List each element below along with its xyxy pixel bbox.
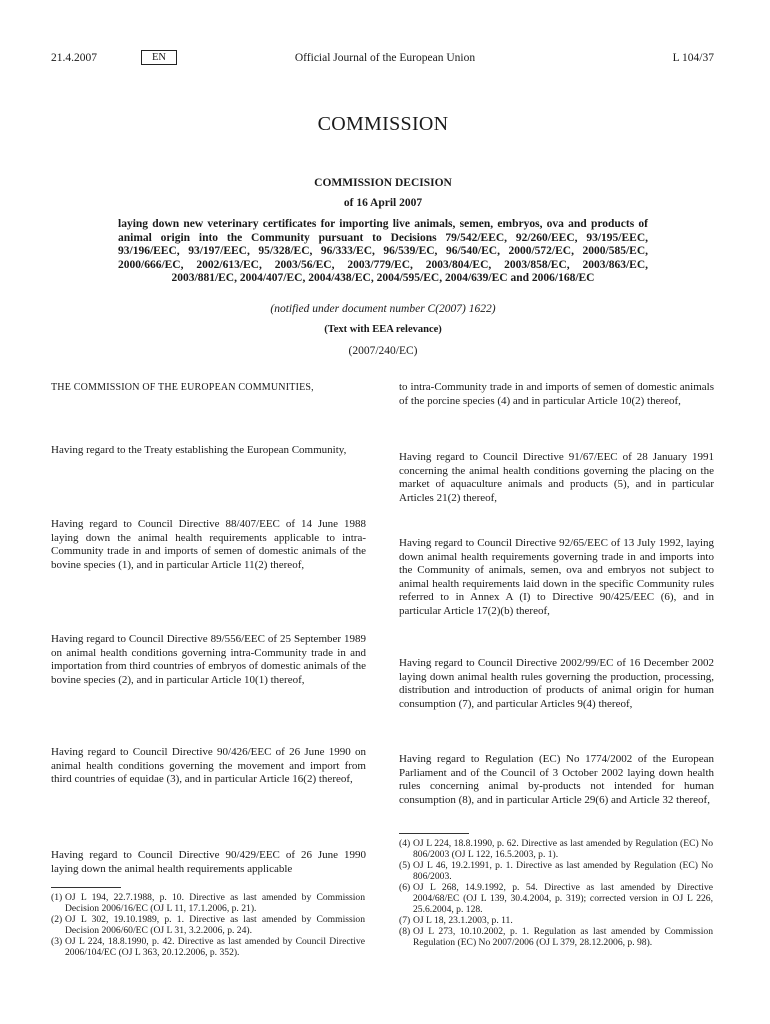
footnote-number: (5) [399, 860, 411, 871]
recital-directive-91-67: Having regard to Council Directive 91/67/EEC of 28 January 1991 concerning the animal health conditions governing the placing on the market of aquaculture animals and products (5), and in particular Articles 21(2) thereof, [399, 451, 714, 504]
footnote-4 [399, 838, 714, 860]
footnote-2 [51, 914, 366, 936]
recital-continuation: to intra-Community trade in and imports of semen of domestic animals of the porcine species (4) and in particular Article 10(2) thereof, [399, 381, 714, 407]
footnote-number: (7) [399, 915, 411, 926]
footnote-6 [399, 882, 714, 916]
institution-heading: COMMISSION [317, 113, 449, 135]
footnote-number: (8) [399, 926, 411, 937]
recital-directive-88-407: Having regard to Council Directive 88/407/EEC of 14 June 1988 laying down the animal health requirements applicable to intra-Community trade in and imports of semen of domestic animals of the bovine species (1), and in particular Article 11(2) thereof, [51, 518, 366, 571]
footnote-8 [399, 926, 714, 948]
decision-type: COMMISSION DECISION [314, 177, 452, 189]
recital-directive-89-556: Having regard to Council Directive 89/556/EEC of 25 September 1989 on animal health conditions governing intra-Community trade in and importation from third countries of embryos of domestic animals of the bovine species (2), and in particular Article 10(1) thereof, [51, 633, 366, 686]
recital-directive-90-426: Having regard to Council Directive 90/426/EEC of 26 June 1990 on animal health conditions governing the movement and import from third countries of equidae (3), and in particular Article 16(2) thereof, [51, 746, 366, 786]
footnote-7 [399, 915, 714, 926]
decision-number: (2007/240/EC) [348, 345, 418, 357]
recital-regulation-1774-2002: Having regard to Regulation (EC) No 1774/2002 of the European Parliament and of the Council of 3 October 2002 laying down health rules concerning animal by-products not intended for human consumption (8), and in particular Article 29(6) and Article 32 thereof, [399, 753, 714, 806]
footnote-text: OJ L 194, 22.7.1988, p. 10. Directive as last amended by Commission Decision 2006/16/EC (OJ L 11, 17.1.2006, p. 21). [65, 892, 365, 915]
footnote-text: OJ L 46, 19.2.1991, p. 1. Directive as last amended by Regulation (EC) No 806/2003. [413, 860, 713, 883]
language-badge: EN [141, 50, 177, 65]
recital-directive-92-65: Having regard to Council Directive 92/65/EEC of 13 July 1992, laying down animal health requirements governing trade in and imports into the Community of animals, semen, ova and embryos not subject to animal health requirements laid down in the specific Community rules referred to in Annex A (I) to Directive 90/425/EEC (6), and in particular Article 17(2)(b) thereof, [399, 537, 714, 617]
eea-relevance: (Text with EEA relevance) [324, 324, 442, 335]
footnote-number: (2) [51, 914, 63, 925]
recital-treaty: Having regard to the Treaty establishing the European Community, [51, 444, 347, 456]
footnote-text: OJ L 224, 18.8.1990, p. 42. Directive as last amended by Council Directive 2006/104/EC (OJ L 363, 20.12.2006, p. 352). [65, 936, 365, 959]
footnote-number: (3) [51, 936, 63, 947]
footnote-text: OJ L 268, 14.9.1992, p. 54. Directive as last amended by Directive 2004/68/EC (OJ L 139, 30.4.2004, p. 319); corrected version in OJ L 226, 25.6.2004, p. 128. [413, 882, 713, 916]
decision-title: laying down new veterinary certificates for importing live animals, semen, embryos, ova and products of animal origin into the Community pursuant to Decisions 79/542/EEC, 92/260/EEC, 93/195/EEC, 93/196/EEC, 93/197/EEC, 95/328/EC, 96/333/EC, 96/539/EC, 96/540/EC, 2000/572/EC, 2000/585/EC, 2000/666/EC, 2002/613/EC, 2003/56/EC, 2003/779/EC, 2003/804/EC, 2003/858/EC, 2003/863/EC, 2003/881/EC, 2004/407/EC, 2004/438/EC, 2004/595/EC, 2004/639/EC and 2006/168/EC [118, 218, 648, 285]
footnote-5 [399, 860, 714, 882]
recital-directive-2002-99: Having regard to Council Directive 2002/99/EC of 16 December 2002 laying down animal health rules governing the production, processing, distribution and introduction of products of animal origin for human consumption (7), and particular Articles 9(4) thereof, [399, 657, 714, 710]
footnote-separator-right [399, 833, 469, 834]
page-reference: L 104/37 [672, 52, 714, 64]
footnote-1 [51, 892, 366, 914]
footnote-text: OJ L 302, 19.10.1989, p. 1. Directive as last amended by Commission Decision 2006/60/EC (OJ L 31, 3.2.2006, p. 24). [65, 914, 365, 937]
decision-date: of 16 April 2007 [343, 197, 423, 209]
footnote-number: (1) [51, 892, 63, 903]
recital-directive-90-429: Having regard to Council Directive 90/429/EEC of 26 June 1990 laying down the animal health requirements applicable [51, 849, 366, 875]
footnote-separator-left [51, 887, 121, 888]
footnote-text: OJ L 224, 18.8.1990, p. 62. Directive as last amended by Regulation (EC) No 806/2003 (OJ L 122, 16.5.2003, p. 1). [413, 838, 713, 861]
journal-title: Official Journal of the European Union [294, 52, 476, 64]
footnote-3 [51, 936, 366, 958]
notified-line: (notified under document number C(2007) 1622) [270, 303, 496, 315]
footnote-number: (6) [399, 882, 411, 893]
footnote-text: OJ L 18, 23.1.2003, p. 11. [413, 915, 513, 926]
footnote-number: (4) [399, 838, 411, 849]
header-date: 21.4.2007 [51, 52, 97, 64]
footnote-text: OJ L 273, 10.10.2002, p. 1. Regulation as last amended by Commission Regulation (EC) No 2007/2006 (OJ L 379, 28.12.2006, p. 98). [413, 926, 713, 949]
preamble-opening: THE COMMISSION OF THE EUROPEAN COMMUNITIES, [51, 382, 314, 393]
